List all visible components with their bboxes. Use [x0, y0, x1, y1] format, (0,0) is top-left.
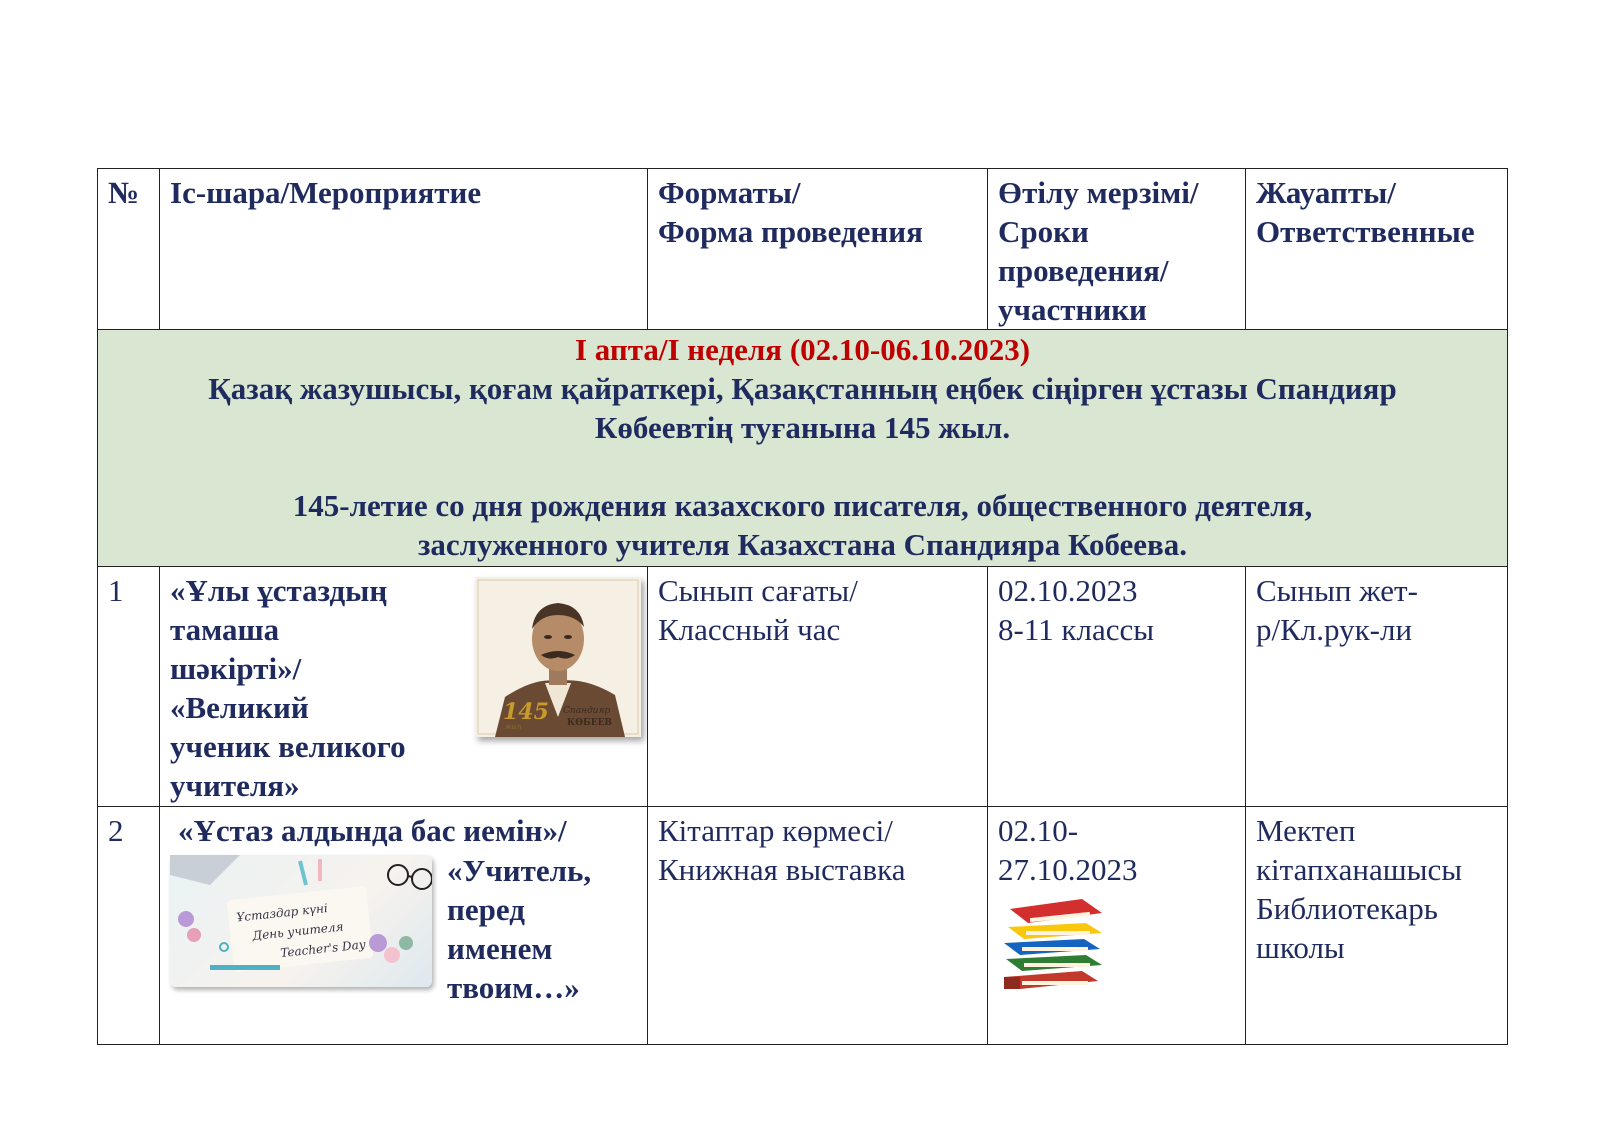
header-row — [98, 169, 1508, 330]
row-format: Сынып сағаты/ Классный час — [648, 567, 988, 807]
header-responsible: Жауапты/ Ответственные — [1246, 169, 1508, 330]
header-event: Іс-шара/Мероприятие — [160, 169, 648, 330]
row-dates: 02.10.2023 8-11 классы — [988, 567, 1246, 807]
svg-text:жыл: жыл — [505, 723, 522, 731]
week-ru-line: 145-летие со дня рождения казахского писателя, общественного деятеля, — [292, 488, 1313, 523]
teachers-day-image — [170, 855, 432, 987]
header-num: № — [98, 169, 160, 330]
week-kz-line: Көбеевтің туғанына 145 жыл. — [594, 410, 1011, 445]
event-title: «Ұлы ұстаздың тамаша шәкірті»/ «Великий ученик великого учителя» — [170, 573, 406, 803]
week-row — [98, 330, 1508, 567]
week-ru-line: заслуженного учителя Казахстана Спандияра Кобеева. — [417, 527, 1188, 562]
row-num: 1 — [98, 567, 160, 807]
row-format: Кітаптар көрмесі/ Книжная выставка — [648, 807, 988, 1045]
event-title-ru: «Учитель, перед именем твоим…» — [447, 853, 592, 1005]
svg-text:Спандияр: Спандияр — [563, 706, 611, 716]
row-event — [160, 567, 648, 807]
table-row — [98, 807, 1508, 1045]
week-cell — [98, 330, 1508, 567]
svg-text:КӨБЕЕВ: КӨБЕЕВ — [567, 718, 613, 728]
svg-text:День учителя: День учителя — [251, 919, 345, 943]
week-title: I апта/I неделя (02.10-06.10.2023) — [574, 332, 1031, 367]
week-kz-line: Қазақ жазушысы, қоғам қайраткері, Қазақстанның еңбек сіңірген ұстазы Спандияр — [208, 371, 1397, 406]
row-num: 2 — [98, 807, 160, 1045]
portrait-image — [475, 577, 641, 737]
event-plan-table — [97, 168, 1508, 1045]
svg-text:145: 145 — [503, 699, 549, 725]
books-icon — [998, 897, 1108, 1005]
svg-text:Ұстаздар күні: Ұстаздар күні — [235, 901, 329, 925]
row-dates: 02.10- 27.10.2023 — [988, 807, 1246, 1045]
row-responsible: Мектеп кітапханашысы Библиотекарь школы — [1246, 807, 1508, 1045]
row-event — [160, 807, 648, 1045]
header-format: Форматы/ Форма проведения — [648, 169, 988, 330]
header-dates: Өтілу мерзімі/ Сроки проведения/ участники — [988, 169, 1246, 330]
svg-text:Teacher's Day: Teacher's Day — [279, 937, 367, 961]
table-row — [98, 567, 1508, 807]
row-responsible: Сынып жет- р/Кл.рук-ли — [1246, 567, 1508, 807]
event-title: «Ұстаз алдында бас иемін»/ — [178, 813, 567, 848]
